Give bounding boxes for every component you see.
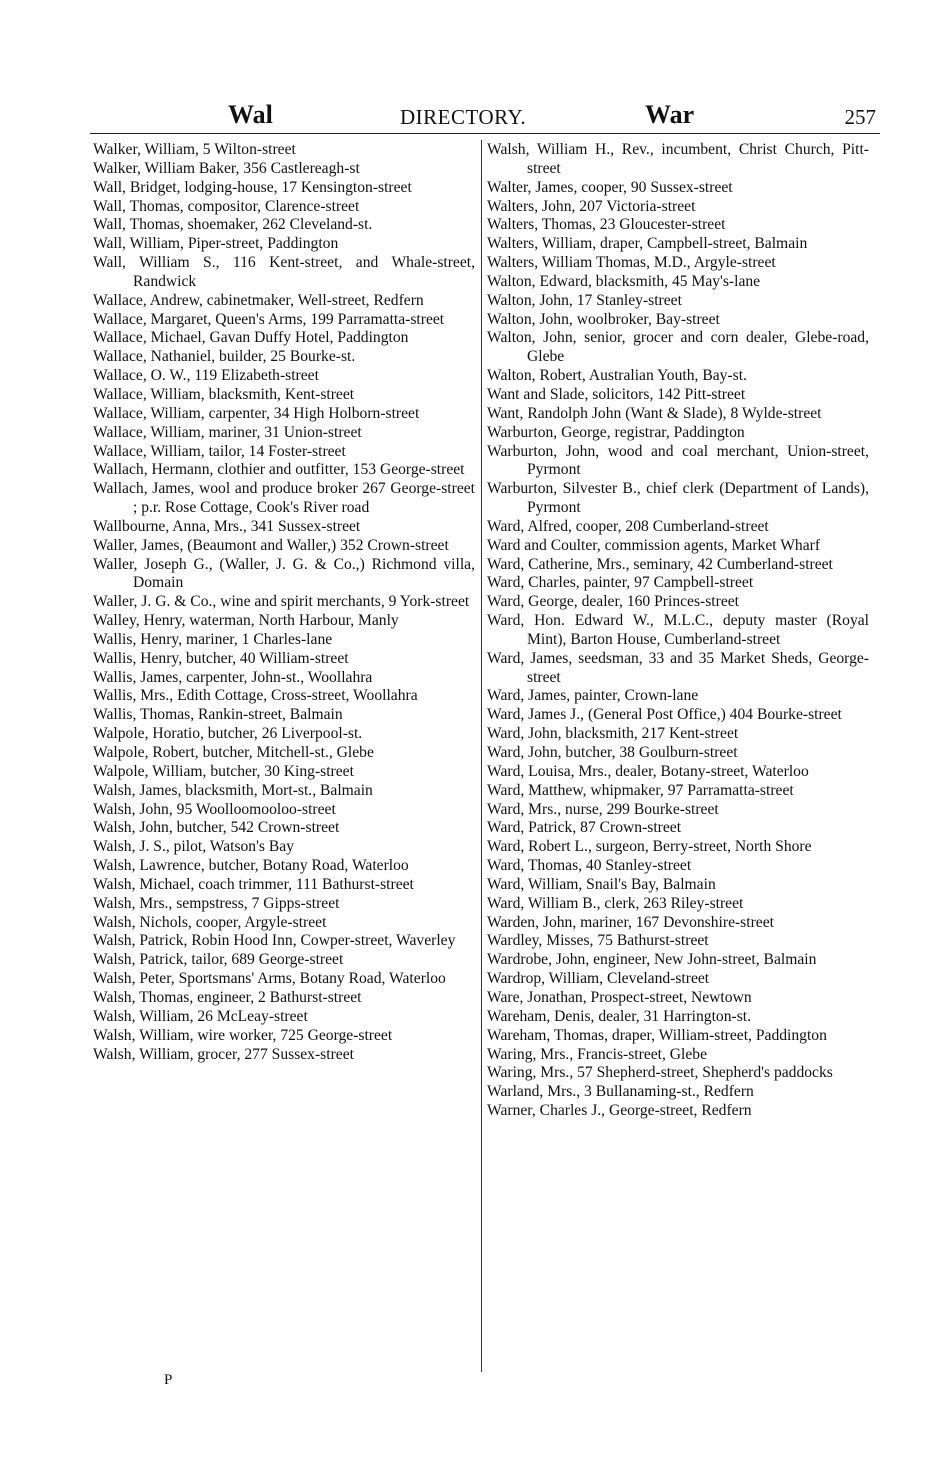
directory-entry: Walter, James, cooper, 90 Sussex-street: [487, 178, 733, 196]
directory-entry: Warner, Charles J., George-street, Redfern: [487, 1102, 752, 1120]
directory-entry: Walsh, James, blacksmith, Mort-st., Balmain: [93, 781, 373, 799]
directory-entry: Walsh, William H., Rev., incumbent, Christ Church, Pitt-street: [487, 141, 869, 177]
directory-entry: Ward, John, blacksmith, 217 Kent-street: [487, 725, 739, 743]
directory-entry: Wallach, James, wool and produce broker 267 George-street ; p.r. Rose Cottage, Cook's River road: [93, 480, 475, 517]
directory-entry: Ward, Louisa, Mrs., dealer, Botany-street, Waterloo: [487, 762, 809, 780]
directory-entry: Warden, John, mariner, 167 Devonshire-street: [487, 913, 774, 931]
directory-entry: Wallis, Henry, mariner, 1 Charles-lane: [93, 630, 333, 648]
directory-entry: Ward, Alfred, cooper, 208 Cumberland-street: [487, 517, 769, 535]
header-last-word: War: [645, 100, 695, 129]
directory-entry: Walsh, William, 26 McLeay-street: [93, 1007, 308, 1025]
directory-entry: Walsh, Michael, coach trimmer, 111 Bathurst-street: [93, 875, 414, 893]
directory-entry: Walsh, Thomas, engineer, 2 Bathurst-street: [93, 988, 362, 1006]
directory-entry: Wallach, Hermann, clothier and outfitter, 153 George-street: [93, 461, 465, 479]
directory-entry: Ward and Coulter, commission agents, Market Wharf: [487, 536, 821, 554]
directory-entry: Ward, James, painter, Crown-lane: [487, 687, 699, 705]
directory-entry: Walpole, William, butcher, 30 King-street: [93, 762, 354, 780]
directory-entry: Walters, Thomas, 23 Gloucester-street: [487, 216, 726, 234]
directory-entry: Walton, Robert, Australian Youth, Bay-st.: [487, 367, 747, 385]
directory-entry: Wall, Thomas, compositor, Clarence-street: [93, 197, 360, 215]
directory-entry: Ward, George, dealer, 160 Princes-street: [487, 593, 739, 611]
directory-entry: Walpole, Robert, butcher, Mitchell-st., Glebe: [93, 744, 374, 761]
directory-entry: Wallis, Thomas, Rankin-street, Balmain: [93, 706, 343, 724]
directory-entry: Wall, William S., 116 Kent-street, and Whale-street, Randwick: [93, 254, 475, 290]
directory-entry: Ward, James J., (General Post Office,) 404 Bourke-street: [487, 706, 842, 724]
directory-entry: Walsh, John, 95 Woolloomooloo-street: [93, 800, 336, 818]
directory-entry: Wardrop, William, Cleveland-street: [487, 970, 710, 988]
directory-entry: Ward, Matthew, whipmaker, 97 Parramatta-street: [487, 781, 794, 799]
directory-entry: Walker, William Baker, 356 Castlereagh-st: [93, 159, 360, 177]
directory-entry: Waring, Mrs., Francis-street, Glebe: [487, 1045, 708, 1063]
directory-entry: Walker, William, 5 Wilton-street: [93, 141, 296, 158]
directory-entry: Wardley, Misses, 75 Bathurst-street: [487, 932, 709, 950]
directory-entry: Walsh, Patrick, Robin Hood Inn, Cowper-street, Waverley: [93, 932, 456, 950]
directory-entry: Ward, Thomas, 40 Stanley-street: [487, 857, 692, 875]
directory-entry: Wall, Thomas, shoemaker, 262 Cleveland-st.: [93, 216, 373, 234]
directory-entry: Waller, Joseph G., (Waller, J. G. & Co.,) Richmond villa, Domain: [93, 555, 475, 592]
directory-entry: Wallace, William, blacksmith, Kent-street: [93, 385, 355, 403]
directory-entry: Wallace, Michael, Gavan Duffy Hotel, Paddington: [93, 329, 409, 347]
directory-entry: Walsh, Lawrence, butcher, Botany Road, Waterloo: [93, 857, 409, 875]
directory-entry: Wall, William, Piper-street, Paddington: [93, 235, 339, 253]
directory-entry: Warburton, Silvester B., chief clerk (Department of Lands), Pyrmont: [487, 480, 869, 517]
header-rule: [90, 133, 880, 134]
directory-entry: Walsh, J. S., pilot, Watson's Bay: [93, 838, 295, 856]
directory-entry: Ward, William B., clerk, 263 Riley-street: [487, 894, 744, 912]
directory-entry: Want and Slade, solicitors, 142 Pitt-street: [487, 385, 746, 403]
directory-entry: Wallace, William, mariner, 31 Union-street: [93, 423, 362, 441]
directory-entry: Ward, Charles, painter, 97 Campbell-street: [487, 574, 754, 592]
directory-entry: Walton, John, 17 Stanley-street: [487, 291, 682, 309]
directory-entry: Wareham, Thomas, draper, William-street, Paddington: [487, 1026, 827, 1044]
directory-entry: Wallace, William, carpenter, 34 High Holborn-street: [93, 404, 420, 422]
directory-entry: Ward, John, butcher, 38 Goulburn-street: [487, 744, 738, 761]
directory-entry: Warburton, John, wood and coal merchant, Union-street, Pyrmont: [487, 442, 869, 479]
directory-entry: Walsh, John, butcher, 542 Crown-street: [93, 819, 340, 837]
signature-mark: P: [164, 1372, 173, 1388]
directory-entry: Walters, John, 207 Victoria-street: [487, 197, 696, 215]
right-column: [487, 141, 869, 1121]
directory-entry: Waller, J. G. & Co., wine and spirit merchants, 9 York-street: [93, 593, 470, 611]
directory-entry: Ward, Mrs., nurse, 299 Bourke-street: [487, 800, 719, 818]
directory-entry: Wardrobe, John, engineer, New John-street, Balmain: [487, 951, 817, 969]
directory-entry: Walley, Henry, waterman, North Harbour, Manly: [93, 612, 399, 630]
directory-entry: Walsh, Peter, Sportsmans' Arms, Botany Road, Waterloo: [93, 970, 446, 988]
directory-entry: Warland, Mrs., 3 Bullanaming-st., Redfern: [487, 1083, 754, 1101]
directory-entry: Walton, John, woolbroker, Bay-street: [487, 310, 720, 328]
directory-entry: Waring, Mrs., 57 Shepherd-street, Shepherd's paddocks: [487, 1064, 833, 1082]
left-column: [93, 141, 475, 1064]
directory-entry: Ware, Jonathan, Prospect-street, Newtown: [487, 988, 752, 1006]
directory-entry: Wallis, James, carpenter, John-st., Woollahra: [93, 668, 373, 686]
directory-entry: Wallace, O. W., 119 Elizabeth-street: [93, 367, 319, 385]
header-first-word: Wal: [228, 100, 273, 129]
directory-entry: Wallbourne, Anna, Mrs., 341 Sussex-street: [93, 517, 361, 535]
directory-entry: Walsh, Patrick, tailor, 689 George-street: [93, 951, 344, 969]
directory-entry: Ward, Robert L., surgeon, Berry-street, North Shore: [487, 838, 812, 856]
directory-entry: Walton, Edward, blacksmith, 45 May's-lane: [487, 272, 761, 290]
directory-entry: Walsh, William, wire worker, 725 George-street: [93, 1026, 393, 1044]
directory-entry: Wallis, Mrs., Edith Cottage, Cross-street, Woollahra: [93, 687, 418, 705]
directory-entry: Waller, James, (Beaumont and Waller,) 352 Crown-street: [93, 536, 449, 554]
directory-entry: Ward, James, seedsman, 33 and 35 Market Sheds, George-street: [487, 649, 869, 686]
directory-entry: Ward, William, Snail's Bay, Balmain: [487, 875, 716, 893]
directory-entry: Wallace, Andrew, cabinetmaker, Well-street, Redfern: [93, 291, 424, 309]
directory-entry: Wareham, Denis, dealer, 31 Harrington-st.: [487, 1007, 751, 1025]
directory-entry: Ward, Patrick, 87 Crown-street: [487, 819, 682, 837]
directory-entry: Warburton, George, registrar, Paddington: [487, 423, 745, 441]
directory-entry: Want, Randolph John (Want & Slade), 8 Wylde-street: [487, 404, 822, 422]
directory-entry: Ward, Hon. Edward W., M.L.C., deputy master (Royal Mint), Barton House, Cumberland-street: [487, 612, 869, 648]
directory-entry: Walsh, Mrs., sempstress, 7 Gipps-street: [93, 894, 340, 912]
header-title: DIRECTORY.: [400, 105, 527, 129]
page-number: 257: [844, 105, 876, 129]
directory-entry: Wall, Bridget, lodging-house, 17 Kensington-street: [93, 178, 412, 196]
running-header: [90, 98, 876, 134]
directory-entry: Wallis, Henry, butcher, 40 William-street: [93, 649, 349, 667]
directory-entry: Walters, William, draper, Campbell-street, Balmain: [487, 235, 808, 253]
directory-entry: Wallace, Nathaniel, builder, 25 Bourke-st.: [93, 348, 356, 366]
directory-entry: Walsh, Nichols, cooper, Argyle-street: [93, 913, 327, 931]
directory-entry: Walton, John, senior, grocer and corn dealer, Glebe-road, Glebe: [487, 329, 869, 366]
directory-entry: Ward, Catherine, Mrs., seminary, 42 Cumberland-street: [487, 555, 833, 573]
column-divider: [481, 140, 482, 1372]
directory-entry: Walsh, William, grocer, 277 Sussex-street: [93, 1045, 354, 1063]
directory-entry: Walters, William Thomas, M.D., Argyle-street: [487, 254, 776, 272]
directory-entry: Wallace, Margaret, Queen's Arms, 199 Parramatta-street: [93, 310, 445, 328]
directory-entry: Walpole, Horatio, butcher, 26 Liverpool-st.: [93, 725, 363, 743]
directory-entry: Wallace, William, tailor, 14 Foster-street: [93, 442, 346, 460]
